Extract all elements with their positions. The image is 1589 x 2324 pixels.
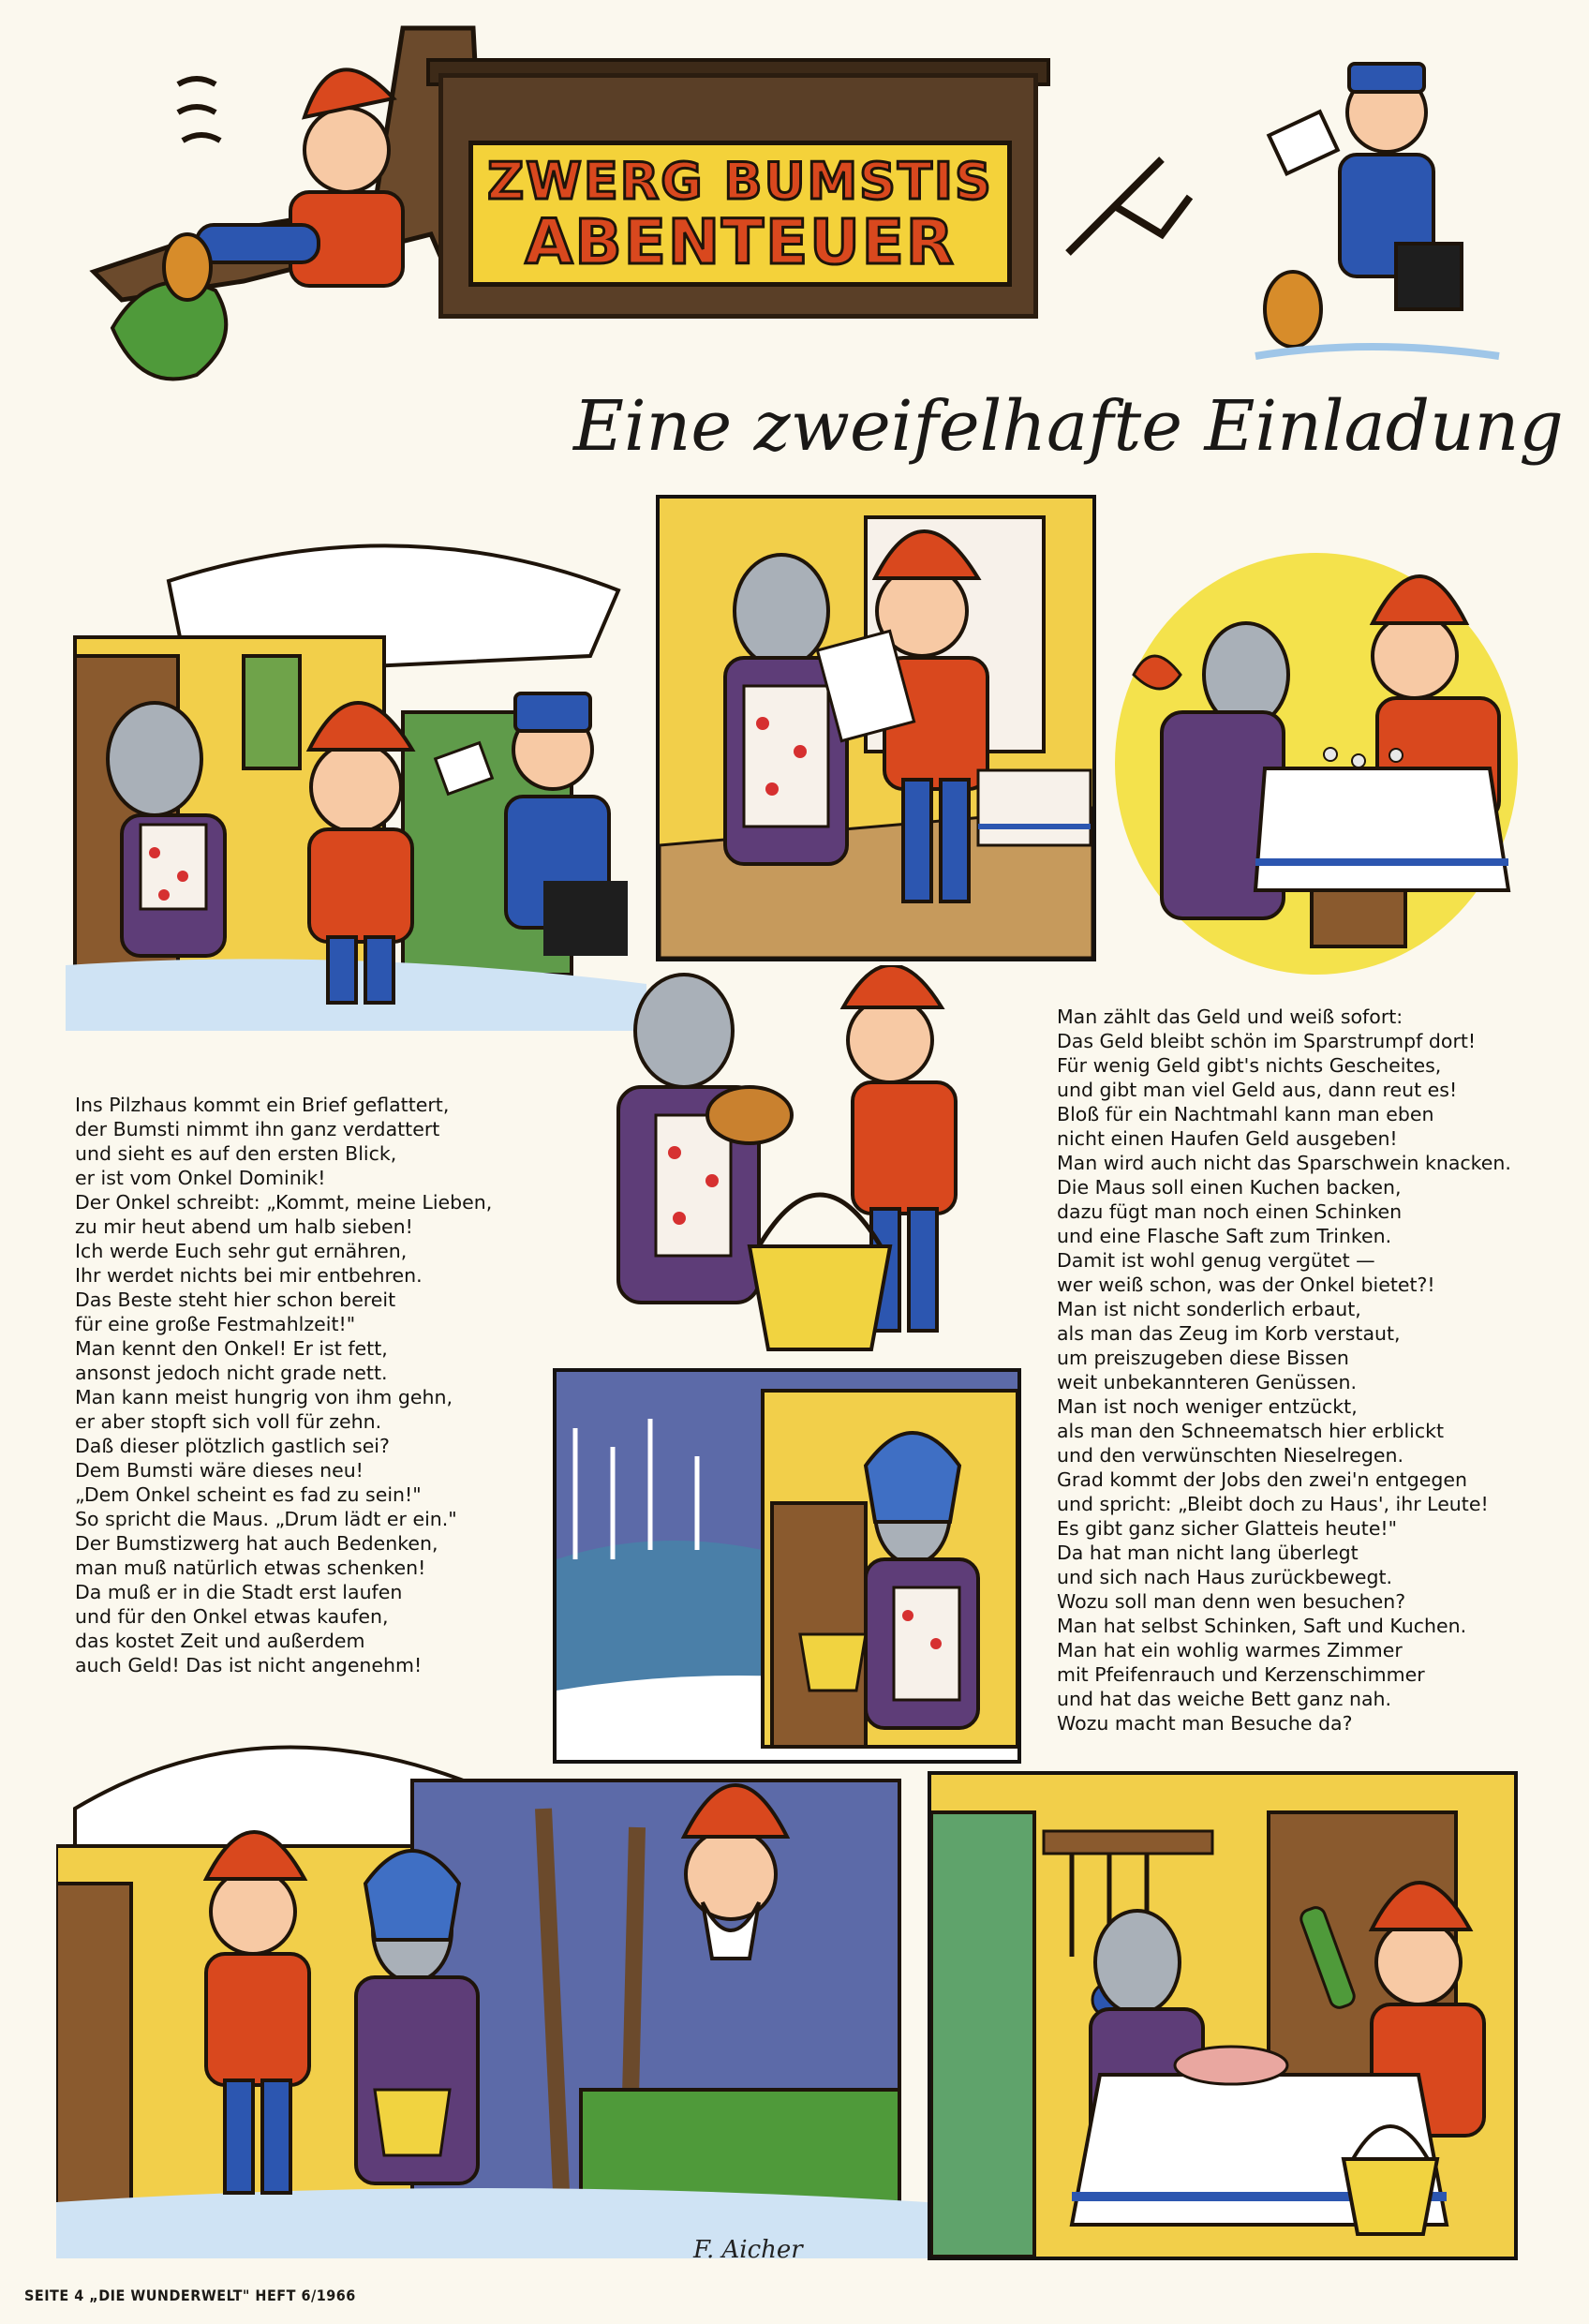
poem-line: Für wenig Geld gibt's nichts Gescheites, bbox=[1057, 1054, 1442, 1077]
poem-line: auch Geld! Das ist nicht angenehm! bbox=[75, 1654, 423, 1676]
poem-line: Man kann meist hungrig von ihm gehn, bbox=[75, 1386, 453, 1408]
poem-line: Da muß er in die Stadt erst laufen bbox=[75, 1581, 403, 1603]
poem-line: Da hat man nicht lang überlegt bbox=[1057, 1542, 1359, 1564]
poem-line: Ich werde Euch sehr gut ernähren, bbox=[75, 1240, 408, 1262]
poem-line: und den verwünschten Nieselregen. bbox=[1057, 1444, 1404, 1467]
poem-line: So spricht die Maus. „Drum lädt er ein." bbox=[75, 1508, 457, 1530]
comic-panel-letter-delivery bbox=[66, 525, 646, 1031]
poem-line: Man hat ein wohlig warmes Zimmer bbox=[1057, 1639, 1403, 1661]
poem-line: Bloß für ein Nachtmahl kann man eben bbox=[1057, 1103, 1434, 1125]
comic-panel-dinner-at-home bbox=[928, 1771, 1518, 2260]
poem-line: und gibt man viel Geld aus, dann reut es! bbox=[1057, 1079, 1458, 1101]
poem-line: mit Pfeifenrauch und Kerzenschimmer bbox=[1057, 1663, 1425, 1686]
poem-line: Das Beste steht hier schon bereit bbox=[75, 1289, 396, 1311]
poem-line: er ist vom Onkel Dominik! bbox=[75, 1167, 326, 1189]
title-sign bbox=[468, 141, 1012, 287]
poem-left-column bbox=[75, 1093, 492, 1677]
poem-line: und spricht: „Bleibt doch zu Haus', ihr Leute! bbox=[1057, 1493, 1489, 1515]
comic-panel-meeting-uncle bbox=[56, 1696, 928, 2258]
poem-line: Man ist nicht sonderlich erbaut, bbox=[1057, 1298, 1361, 1320]
poem-line: man muß natürlich etwas schenken! bbox=[75, 1557, 426, 1579]
poem-line: der Bumsti nimmt ihn ganz verdattert bbox=[75, 1118, 440, 1140]
poem-line: Ihr werdet nichts bei mir entbehren. bbox=[75, 1264, 423, 1287]
poem-line: als man das Zeug im Korb verstaut, bbox=[1057, 1322, 1401, 1345]
poem-line: als man den Schneematsch hier erblickt bbox=[1057, 1420, 1445, 1442]
poem-line: weit unbekannteren Genüssen. bbox=[1057, 1371, 1358, 1393]
poem-line: Man hat selbst Schinken, Saft und Kuchen. bbox=[1057, 1615, 1467, 1637]
poem-line: Das Geld bleibt schön im Sparstrumpf dort! bbox=[1057, 1030, 1477, 1052]
poem-line: und sieht es auf den ersten Blick, bbox=[75, 1142, 397, 1165]
poem-line: Die Maus soll einen Kuchen backen, bbox=[1057, 1176, 1402, 1199]
poem-line: „Dem Onkel scheint es fad zu sein!" bbox=[75, 1483, 422, 1506]
series-title-line-2: ABENTEUER bbox=[525, 206, 956, 278]
poem-line: und sich nach Haus zurückbewegt. bbox=[1057, 1566, 1393, 1588]
poem-line: und eine Flasche Saft zum Trinken. bbox=[1057, 1225, 1392, 1247]
poem-line: Man zählt das Geld und weiß sofort: bbox=[1057, 1006, 1403, 1028]
artist-signature: F. Aicher bbox=[693, 2236, 803, 2264]
poem-line: Der Bumstizwerg hat auch Bedenken, bbox=[75, 1532, 438, 1555]
poem-line: Damit ist wohl genug vergütet — bbox=[1057, 1249, 1375, 1272]
poem-line: er aber stopft sich voll für zehn. bbox=[75, 1410, 382, 1433]
poem-line: für eine große Festmahlzeit!" bbox=[75, 1313, 356, 1335]
poem-line: um preiszugeben diese Bissen bbox=[1057, 1347, 1349, 1369]
poem-line: Ins Pilzhaus kommt ein Brief geflattert, bbox=[75, 1094, 450, 1116]
poem-line: und für den Onkel etwas kaufen, bbox=[75, 1605, 389, 1628]
series-title-line-1: ZWERG BUMSTIS bbox=[487, 152, 993, 211]
poem-line: und hat das weiche Bett ganz nah. bbox=[1057, 1688, 1392, 1710]
page-footer: SEITE 4 „DIE WUNDERWELT" HEFT 6/1966 bbox=[24, 2287, 356, 2304]
comic-panel-packing-basket bbox=[572, 965, 1002, 1359]
comic-panel-counting-money bbox=[1106, 525, 1518, 984]
poem-line: Wozu soll man denn wen besuchen? bbox=[1057, 1590, 1406, 1613]
poem-line: zu mir heut abend um halb sieben! bbox=[75, 1215, 413, 1238]
poem-line: nicht einen Haufen Geld ausgeben! bbox=[1057, 1127, 1398, 1150]
poem-line: Es gibt ganz sicher Glatteis heute!" bbox=[1057, 1517, 1398, 1540]
poem-line: Daß dieser plötzlich gastlich sei? bbox=[75, 1435, 390, 1457]
comic-panel-reading-letter bbox=[656, 495, 1096, 961]
poem-line: Man wird auch nicht das Sparschwein knacken. bbox=[1057, 1152, 1511, 1174]
poem-line: Grad kommt der Jobs den zwei'n entgegen bbox=[1057, 1468, 1467, 1491]
poem-line: dazu fügt man noch einen Schinken bbox=[1057, 1200, 1403, 1223]
poem-line: Der Onkel schreibt: „Kommt, meine Lieben, bbox=[75, 1191, 493, 1214]
poem-line: wer weiß schon, was der Onkel bietet?! bbox=[1057, 1274, 1435, 1296]
story-title: Eine zweifelhafte Einladung bbox=[573, 386, 1564, 467]
poem-right-column bbox=[1057, 1005, 1511, 1736]
poem-line: Man kennt den Onkel! Er ist fett, bbox=[75, 1337, 388, 1360]
poem-line: das kostet Zeit und außerdem bbox=[75, 1630, 365, 1652]
poem-line: Wozu macht man Besuche da? bbox=[1057, 1712, 1353, 1735]
poem-line: Dem Bumsti wäre dieses neu! bbox=[75, 1459, 364, 1482]
poem-line: ansonst jedoch nicht grade nett. bbox=[75, 1362, 388, 1384]
poem-line: Man ist noch weniger entzückt, bbox=[1057, 1395, 1358, 1418]
